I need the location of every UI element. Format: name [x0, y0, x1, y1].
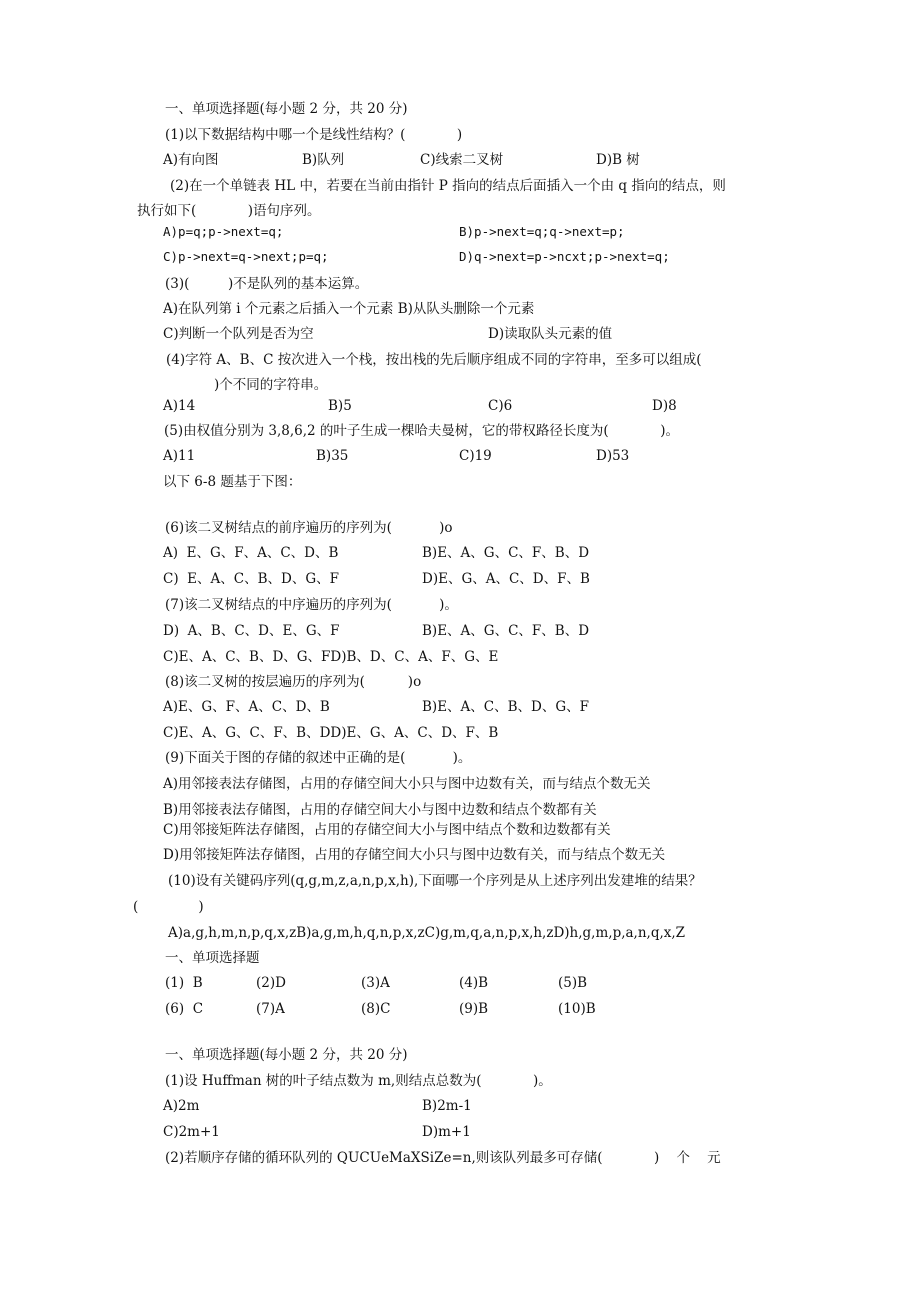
section-2-question-1-option-b: B)2m-1 [422, 1098, 472, 1114]
question-6-option-b: B)E、A、G、C、F、B、D [422, 545, 590, 561]
question-9-option-b: B)用邻接表法存储图，占用的存储空间大小与图中边数和结点个数都有关 [163, 802, 597, 818]
answer-4: (4)B [459, 975, 489, 991]
section-2-question-2-stem: (2)若顺序存储的循环队列的 QUCUeMaXSiZe=n,则该队列最多可存储( ) 个 元 [165, 1150, 721, 1166]
question-8-options-cd: C)E、A、G、C、F、B、DD)E、G、A、C、D、F、B [163, 725, 499, 741]
question-5-option-c: C)19 [459, 448, 492, 464]
question-9-option-d: D)用邻接矩阵法存储图，占用的存储空间大小只与图中边数有关，而与结点个数无关 [163, 847, 666, 863]
answers-heading: 一、单项选择题 [165, 950, 260, 966]
question-1-option-d: D)B 树 [596, 152, 640, 168]
section-heading: 一、单项选择题(每小题 2 分，共 20 分) [165, 101, 408, 117]
question-4-option-a: A)14 [163, 398, 196, 414]
question-7-option-a: D) A、B、C、D、E、G、F [163, 623, 340, 639]
question-7-stem: (7)该二叉树结点的中序遍历的序列为( )。 [165, 597, 458, 613]
question-2-option-a: A)p=q;p->next=q; [163, 224, 284, 239]
question-5-stem: (5)由权值分别为 3,8,6,2 的叶子生成一棵哈夫曼树，它的带权路径长度为( )。 [164, 423, 679, 439]
answer-8: (8)C [361, 1001, 391, 1017]
question-2-stem-line1: (2)在一个单链表 HL 中，若要在当前由指针 P 指向的结点后面插入一个由 q 指向的结点，则 [170, 178, 726, 194]
question-9-option-a: A)用邻接表法存储图，占用的存储空间大小只与图中边数有关，而与结点个数无关 [163, 776, 651, 792]
question-3-options-ab: A)在队列第 i 个元素之后插入一个元素 B)从队头删除一个元素 [163, 301, 535, 317]
answer-1: (1) B [165, 975, 203, 991]
question-8-stem: (8)该二叉树的按层遍历的序列为( )o [165, 674, 422, 690]
section-2-question-1-option-a: A)2m [163, 1098, 200, 1114]
question-5-option-a: A)11 [163, 448, 196, 464]
answer-2: (2)D [256, 975, 286, 991]
question-1-stem: (1)以下数据结构中哪一个是线性结构？( ) [165, 127, 463, 143]
question-5-option-d: D)53 [596, 448, 630, 464]
section-2-heading: 一、单项选择题(每小题 2 分，共 20 分) [165, 1047, 408, 1063]
section-2-question-1-option-c: C)2m+1 [163, 1124, 220, 1140]
question-4-option-b: B)5 [328, 398, 352, 414]
question-10-stem-line1: (10)设有关键码序列(q,g,m,z,a,n,p,x,h),下面哪一个序列是从上述序列出发建堆的结果？ [168, 873, 702, 889]
question-2-option-c: C)p->next=q->next;p=q; [163, 249, 329, 264]
question-4-stem-line1: (4)字符 A、B、C 按次进入一个栈，按出栈的先后顺序组成不同的字符串，至多可以组成( [166, 352, 702, 368]
section-2-question-1-stem: (1)设 Huffman 树的叶子结点数为 m,则结点总数为( )。 [165, 1073, 552, 1089]
question-1-option-c: C)线索二叉树 [420, 152, 504, 168]
question-10-stem-line2: ( ) [133, 899, 204, 915]
question-8-option-a: A)E、G、F、A、C、D、B [163, 699, 330, 715]
question-2-stem-line2: 执行如下( )语句序列。 [137, 203, 321, 219]
question-3-option-d: D)读取队头元素的值 [488, 326, 613, 342]
question-6-option-c: C) E、A、C、B、D、G、F [163, 571, 340, 587]
question-1-option-a: A)有向图 [163, 152, 219, 168]
answer-7: (7)A [256, 1001, 285, 1017]
question-3-option-c: C)判断一个队列是否为空 [163, 326, 314, 342]
question-2-option-b: B)p->next=q;q->next=p; [459, 224, 625, 239]
question-6-option-a: A) E、G、F、A、C、D、B [163, 545, 339, 561]
answer-5: (5)B [558, 975, 588, 991]
question-7-option-b: B)E、A、G、C、F、B、D [422, 623, 590, 639]
answer-6: (6) C [165, 1001, 204, 1017]
question-1-option-b: B)队列 [302, 152, 345, 168]
question-6-stem: (6)该二叉树结点的前序遍历的序列为( )o [165, 520, 453, 536]
question-10-options: A)a,g,h,m,n,p,q,x,zB)a,g,m,h,q,n,p,x,zC)g,m,q,a,n,p,x,h,zD)h,g,m,p,a,n,q,x,Z [168, 925, 686, 941]
answer-10: (10)B [558, 1001, 596, 1017]
answer-3: (3)A [361, 975, 390, 991]
question-2-option-d: D)q->next=p->ncxt;p->next=q; [459, 249, 670, 264]
question-4-option-c: C)6 [488, 398, 513, 414]
question-9-stem: (9)下面关于图的存储的叙述中正确的是( )。 [165, 750, 472, 766]
question-3-stem: (3)( )不是队列的基本运算。 [165, 276, 369, 292]
answer-9: (9)B [459, 1001, 489, 1017]
question-9-option-c: C)用邻接矩阵法存储图，占用的存储空间大小与图中结点个数和边数都有关 [163, 822, 611, 838]
question-4-option-d: D)8 [652, 398, 677, 414]
section-2-question-1-option-d: D)m+1 [422, 1124, 471, 1140]
question-6-option-d: D)E、G、A、C、D、F、B [422, 571, 590, 587]
question-7-options-cd: C)E、A、C、B、D、G、FD)B、D、C、A、F、G、E [163, 649, 499, 665]
figure-note: 以下 6-8 题基于下图： [163, 474, 302, 490]
question-8-option-b: B)E、A、C、B、D、G、F [422, 699, 590, 715]
question-4-stem-line2: )个不同的字符串。 [214, 377, 328, 393]
question-5-option-b: B)35 [316, 448, 349, 464]
